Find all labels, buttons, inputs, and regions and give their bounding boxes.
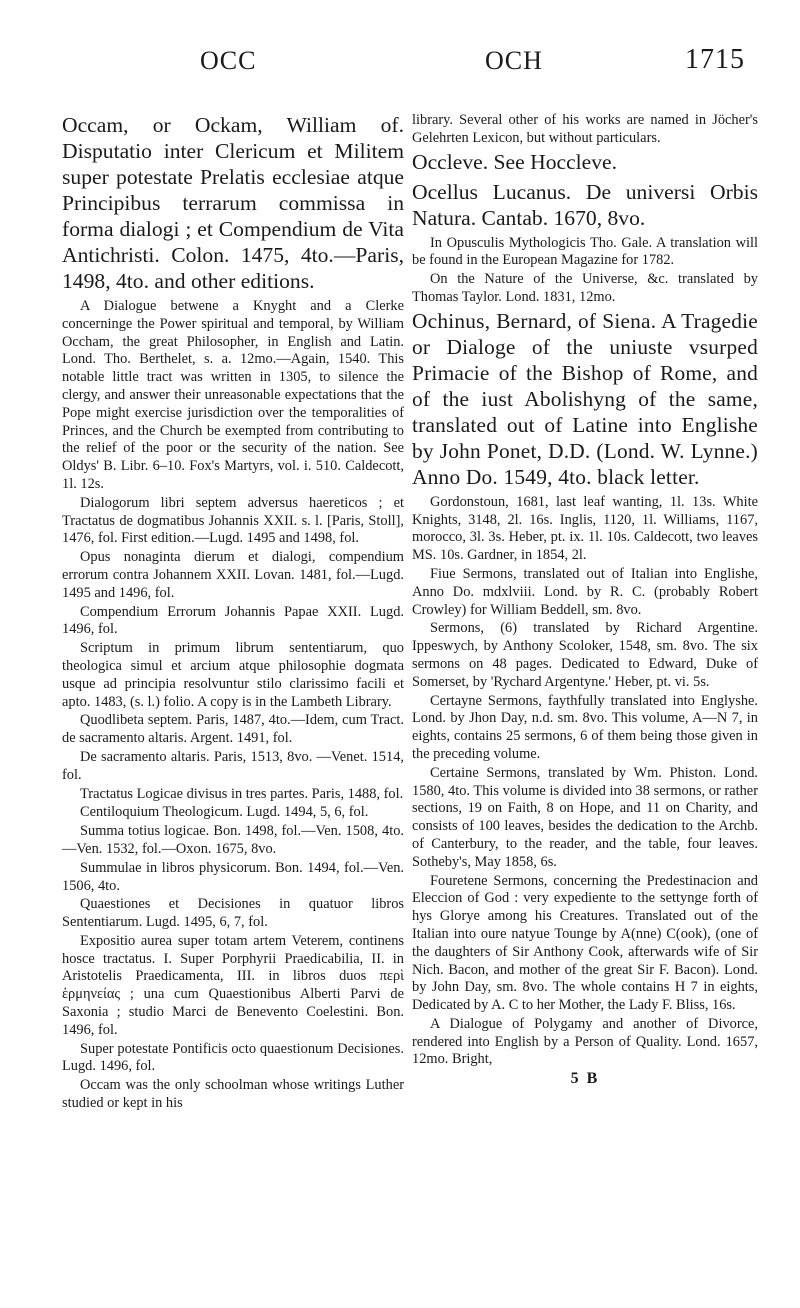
- entry-occam-tractatus-logicae: Tractatus Logicae divisus in tres partes. Paris, 1488, fol.: [80, 785, 404, 802]
- entry-occam-summulae: Summulae in libros physicorum. Bon. 1494, fol.—Ven. 1506, 4to.: [62, 859, 404, 894]
- entry-ochinus-fiue-sermons: Fiue Sermons, translated out of Italian into Englishe, Anno Do. mdxlviii. Lond. by R. C. (probably Robert Crowley) for William Beddell, sm. 8vo.: [412, 565, 758, 618]
- entry-ochinus-phiston-sermons: Certaine Sermons, translated by Wm. Phiston. Lond. 1580, 4to. This volume is divided into 38 sermons, or rather sections, 19 on Faith, 8 on Hope, and 11 on Charity, and consists of 100 leaves, besides the dedication to the Archb. of Canterbury, to the reader, and the table, four leaves. Sotheby's, May 1858, 6s.: [412, 764, 758, 870]
- entry-ochinus-polygamy-dialogue: A Dialogue of Polygamy and another of Divorce, rendered into English by a Person of Quality. Lond. 1657, 12mo. Bright,: [412, 1015, 758, 1068]
- entry-occam-opus-nonaginta: Opus nonaginta dierum et dialogi, compendium errorum contra Johannem XXII. Lovan. 1481, fol.—Lugd. 1495 and 1496, fol.: [62, 549, 404, 601]
- entry-occam-continued: library. Several other of his works are named in Jöcher's Gelehrten Lexicon, but without particulars.: [412, 112, 758, 146]
- entry-occam-quaestiones: Quaestiones et Decisiones in quatuor libros Sententiarum. Lugd. 1495, 6, 7, fol.: [62, 896, 404, 931]
- entry-occam-dialogorum: Dialogorum libri septem adversus haereticos ; et Tractatus de dogmatibus Johannis XXII. s. l. [Paris, Stoll], 1476, fol. First edition.—Lugd. 1495 and 1498, fol.: [62, 494, 404, 547]
- entry-ochinus-heading: Ochinus, Bernard, of Siena. A Tragedie or Dialoge of the uniuste vsurped Primacie of the Bishop of Rome, and of the iust Abolishyng of the same, translated out of Latine into Englishe by John Ponet, D.D. (Lond. W. Lynne.) Anno Do. 1549, 4to. black letter.: [412, 308, 758, 489]
- signature-mark: 5 B: [570, 1070, 600, 1088]
- left-column: [62, 112, 404, 1114]
- running-head-left: OCC: [200, 46, 257, 75]
- entry-occam-dialogue: A Dialogue betwene a Knyght and a Clerke concerninge the Power spiritual and temporal, by William Occham, the great Philosopher, in English and Latin. Lond. Tho. Berthelet, s. a. 12mo.—Again, 1540. This notable little tract was written in 1305, to silence the clergy, and answer their unreasonable expectations that the Pope might exercise jurisdiction over the temporalities of Princes, and the Church be exempted from contributing to the relief of the poor or the security of the nation. See Oldys' B. Libr. 6–10. Fox's Martyrs, vol. i. 510. Caldecott, 1l. 12s.: [62, 298, 404, 492]
- entry-ochinus-fouretene-sermons: Fouretene Sermons, concerning the Predestinacion and Eleccion of God : very expediente to the settynge forth of hys Glorye among his Creatures. Translated out of the Italian into oure natyue Tounge by A(nne) C(ook), (one of the daughters of Sir Anthony Cook, afterwards wife of Sir Nich. Bacon, and mother of the great Sir F. Bacon). Lond. by John Day, sm. 8vo. The whole contains H 7 in eights, Dedicated by A. C to her Mother, the Lady F. Bliss, 16s.: [412, 872, 758, 1014]
- entry-occam-compendium-errorum: Compendium Errorum Johannis Papae XXII. Lugd. 1496, fol.: [62, 603, 404, 638]
- entry-ocellus-taylor: On the Nature of the Universe, &c. translated by Thomas Taylor. Lond. 1831, 12mo.: [412, 271, 758, 305]
- entry-occam-sacramento: De sacramento altaris. Paris, 1513, 8vo. —Venet. 1514, fol.: [62, 748, 404, 783]
- entry-occam-quodlibeta: Quodlibeta septem. Paris, 1487, 4to.—Idem, cum Tract. de sacramento altaris. Argent. 1491, fol.: [62, 712, 404, 747]
- entry-ochinus-argentine-sermons: Sermons, (6) translated by Richard Argentine. Ippeswych, by Anthony Scoloker, 1548, sm. 8vo. The six sermons on 48 pages. Dedicated to Edward, Duke of Somerset, by 'Rychard Argentyne.' Heber, pt. vi. 5s.: [412, 620, 758, 690]
- entry-occam-scriptum: Scriptum in primum librum sententiarum, quo theologica simul et arcium atque philosophie dogmata usque ad principia resolvuntur stilo clarissimo facili et apto. 1483, (s. l.) folio. A copy is in the Lambeth Library.: [62, 640, 404, 710]
- running-head: [0, 38, 800, 78]
- entry-occam-summa-logicae: Summa totius logicae. Bon. 1498, fol.—Ven. 1508, 4to.—Ven. 1532, fol.—Oxon. 1675, 8vo.: [62, 823, 404, 857]
- page-number: 1715: [685, 44, 745, 75]
- entry-ochinus-provenance: Gordonstoun, 1681, last leaf wanting, 1l. 13s. White Knights, 3148, 2l. 16s. Inglis, 1120, 1l. Williams, 1167, morocco, 3l. 3s. Heber, pt. ix. 1l. 10s. Caldecott, two leaves MS. 10s. Gardner, in 1854, 2l.: [412, 493, 758, 564]
- entry-occam-potestate-pontificis: Super potestate Pontificis octo quaestionum Decisiones. Lugd. 1496, fol.: [62, 1040, 404, 1075]
- running-head-center: OCH: [485, 46, 543, 75]
- entry-occam-expositio-aurea: Expositio aurea super totam artem Veterem, continens hosce tractatus. I. Super Porphyrii Praedicabilia, II. in Aristotelis Praedicamenta, III. in libros duos περὶ ἑρμηνείας ; una cum Quaestionibus Alberti Parvi de Saxonia ; studio Marci de Benevento Coelestini. Bon. 1496, fol.: [62, 932, 404, 1038]
- entry-ocellus-gale: In Opusculis Mythologicis Tho. Gale. A translation will be found in the European Magazine for 1782.: [412, 234, 758, 269]
- entry-occam-centiloquium: Centiloquium Theologicum. Lugd. 1494, 5, 6, fol.: [80, 804, 369, 821]
- entry-occam-luther-note: Occam was the only schoolman whose writings Luther studied or kept in his: [62, 1077, 404, 1112]
- entry-occam-heading: Occam, or Ockam, William of. Disputatio inter Clericum et Militem super potestate Prelatis ecclesiae atque Principibus terrarum commissa in forma dialogi ; et Compendium de Vita Antichristi. Colon. 1475, 4to.—Paris, 1498, 4to. and other editions.: [62, 113, 404, 293]
- entry-ocellus-heading: Ocellus Lucanus. De universi Orbis Natura. Cantab. 1670, 8vo.: [412, 179, 758, 230]
- right-column: [412, 112, 758, 1088]
- entry-occleve-heading: Occleve. See Hoccleve.: [412, 149, 618, 174]
- entry-ochinus-certayne-sermons: Certayne Sermons, faythfully translated into Englyshe. Lond. by Jhon Day, n.d. sm. 8vo. This volume, A—N 7, in eights, contains 25 sermons, 6 of them being those given in the preceding volume.: [412, 692, 758, 762]
